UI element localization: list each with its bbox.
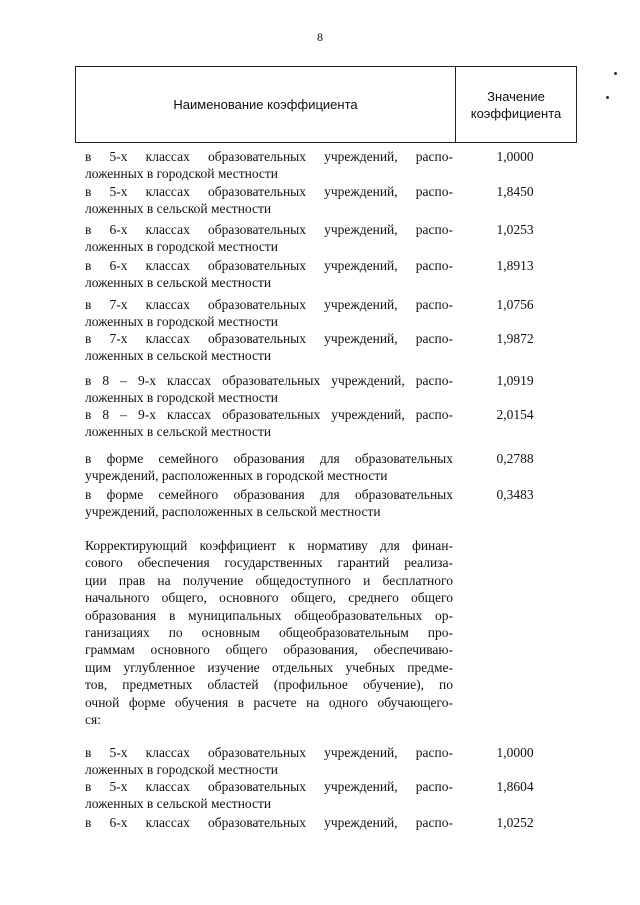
header-value-column (456, 88, 576, 122)
row-text: ложенных в сельской местности (85, 796, 272, 811)
header-name-column: Наименование коэффициента (173, 97, 358, 112)
row-text: ложенных в сельской местности (85, 201, 272, 216)
row-text: в 7-х классах образовательных учреждений, распо- (85, 331, 453, 346)
row-text: в 5-х классах образовательных учреждений, распо- (85, 184, 453, 199)
row-value: 1,8604 (496, 779, 534, 794)
paragraph-line: начального общего, основного общего, среднего общего (85, 590, 453, 606)
row-value: 1,9872 (496, 331, 534, 346)
scan-speck (614, 72, 617, 75)
row-text: в 7-х классах образовательных учреждений, распо- (85, 297, 453, 312)
row-value: 0,2788 (496, 451, 534, 466)
row-text: учреждений, расположенных в городской местности (85, 468, 388, 483)
row-text: учреждений, расположенных в сельской местности (85, 504, 381, 519)
row-text: ложенных в городской местности (85, 166, 279, 181)
paragraph-line: сового обеспечения государственных гарантий реализа- (85, 555, 453, 571)
paragraph-line: Корректирующий коэффициент к нормативу для финан- (85, 538, 453, 553)
paragraph-line: щим углубленное изучение отдельных учебных предме- (85, 659, 453, 675)
table-row (85, 778, 453, 812)
paragraph-line: очной форме обучения в расчете на одного обучающего- (85, 694, 453, 710)
row-text: ложенных в сельской местности (85, 275, 272, 290)
row-text: в 6-х классах образовательных учреждений, распо- (85, 222, 453, 237)
table-row (85, 372, 453, 406)
row-text: в 8 – 9-х классах образовательных учреждений, распо- (85, 407, 453, 422)
table-row (85, 814, 453, 831)
scan-speck (606, 96, 609, 99)
paragraph-line: граммам основного общего образования, обеспечиваю- (85, 642, 453, 658)
paragraph-line: ся: (85, 712, 101, 728)
row-text: ложенных в сельской местности (85, 424, 272, 439)
row-text: ложенных в городской местности (85, 239, 279, 254)
row-text: в форме семейного образования для образовательных (85, 451, 453, 466)
table-row (85, 221, 453, 255)
table-row (85, 296, 453, 330)
paragraph-line: образования в муниципальных общеобразовательных ор- (85, 607, 453, 623)
table-row (85, 183, 453, 217)
row-text: в 8 – 9-х классах образовательных учреждений, распо- (85, 373, 453, 388)
table-row (85, 744, 453, 778)
row-value: 1,0756 (496, 297, 534, 312)
row-value: 1,0253 (496, 222, 534, 237)
row-value: 1,8913 (496, 258, 534, 273)
coefficient-description (85, 537, 453, 728)
row-value: 1,0919 (496, 373, 534, 388)
header-value-line: коэффициента (470, 106, 562, 121)
table-row (85, 486, 453, 520)
paragraph-line: тов, предметных областей (профильное обучение), по (85, 677, 453, 693)
row-text: в 5-х классах образовательных учреждений, распо- (85, 149, 453, 164)
page-number: 8 (317, 30, 323, 44)
table-row (85, 257, 453, 291)
table-row (85, 450, 453, 484)
row-text: в 6-х классах образовательных учреждений, распо- (85, 815, 453, 830)
row-text: в 5-х классах образовательных учреждений, распо- (85, 779, 453, 794)
row-text: ложенных в сельской местности (85, 348, 272, 363)
row-value: 1,8450 (496, 184, 534, 199)
paragraph-line: ции прав на получение общедоступного и бесплатного (85, 572, 453, 588)
table-row (85, 330, 453, 364)
row-text: ложенных в городской местности (85, 314, 279, 329)
row-text: ложенных в городской местности (85, 762, 279, 777)
table-row (85, 148, 453, 182)
table-row (85, 406, 453, 440)
header-value-line: Значение (487, 89, 545, 104)
row-value: 2,0154 (496, 407, 534, 422)
row-text: в 6-х классах образовательных учреждений, распо- (85, 258, 453, 273)
row-text: в форме семейного образования для образовательных (85, 487, 453, 502)
row-text: в 5-х классах образовательных учреждений, распо- (85, 745, 453, 760)
paragraph-line: ганизациях по основным общеобразовательным про- (85, 625, 453, 641)
row-value: 1,0252 (496, 815, 534, 830)
row-value: 1,0000 (496, 149, 534, 164)
row-value: 1,0000 (496, 745, 534, 760)
row-text: ложенных в городской местности (85, 390, 279, 405)
row-value: 0,3483 (496, 487, 534, 502)
